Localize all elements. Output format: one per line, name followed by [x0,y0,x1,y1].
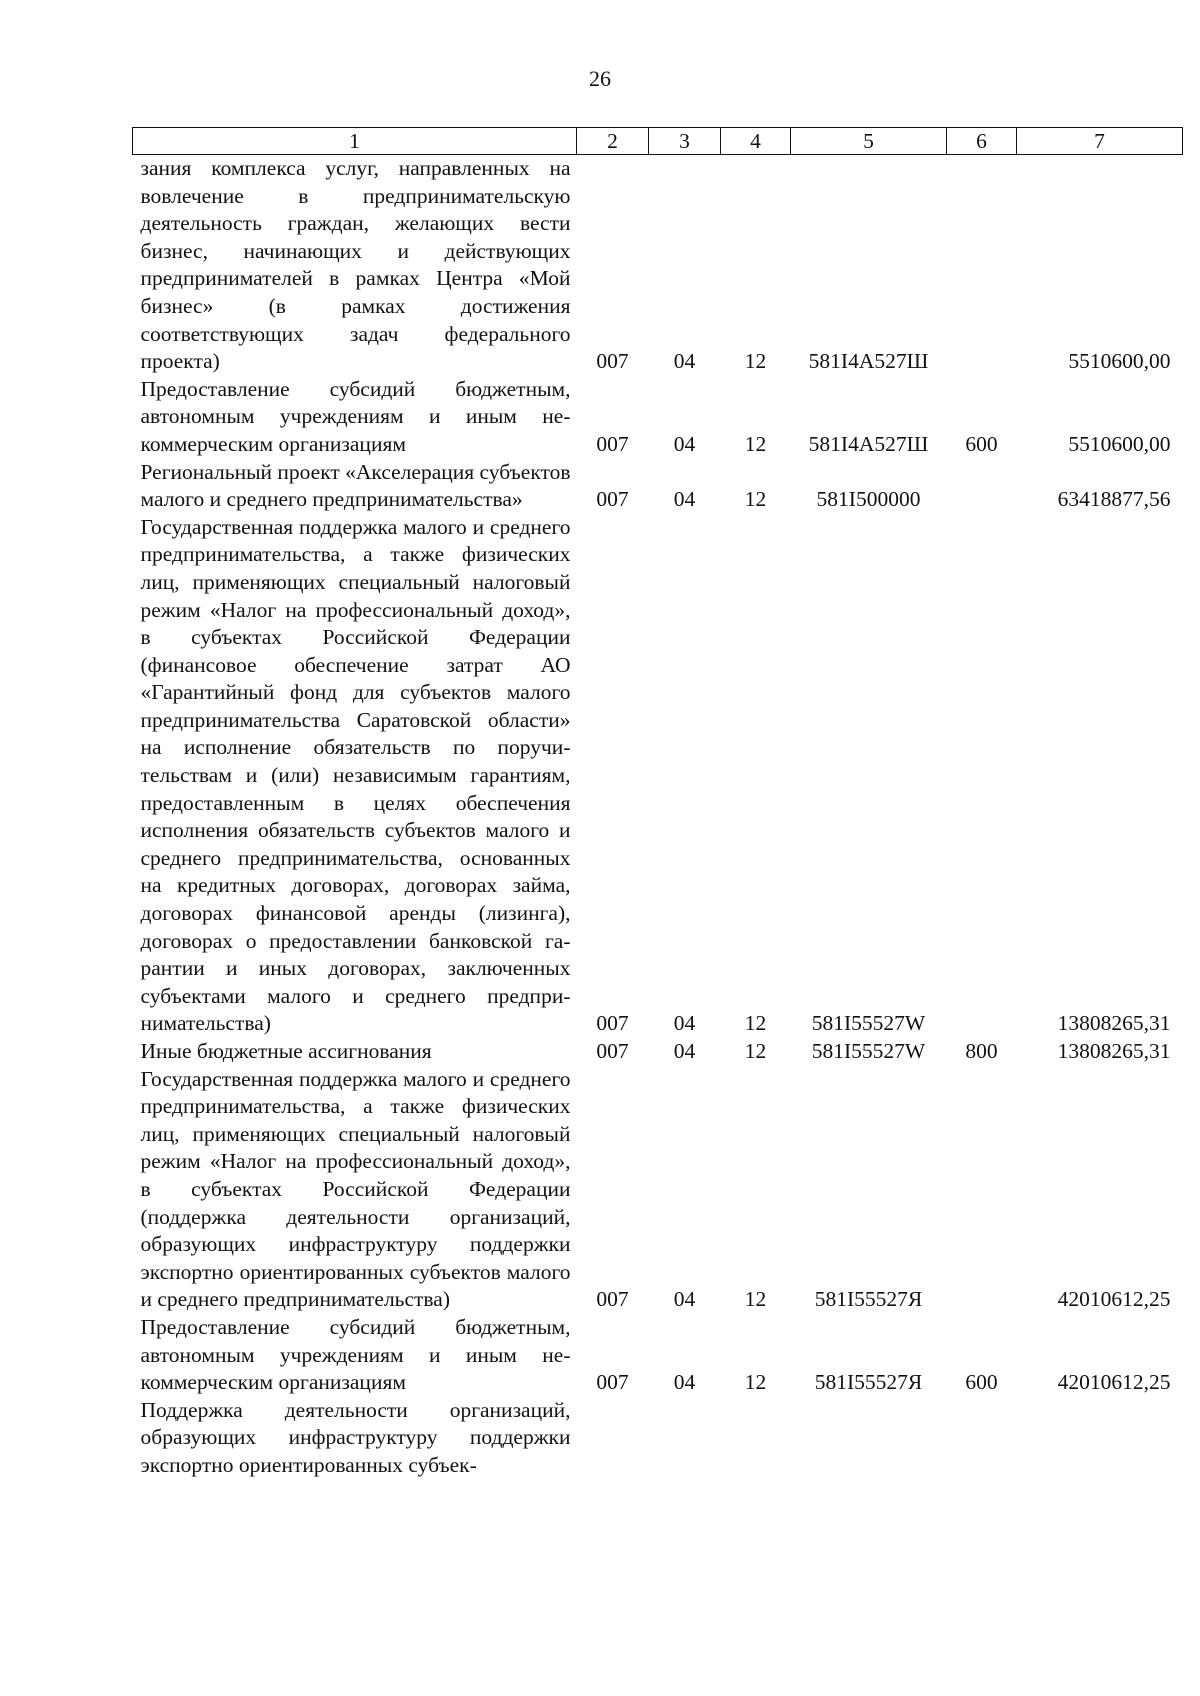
row-description: Государственная поддержка малого и среднего предпринимательства, а также физических лиц, применяющих специальный налоговый режим «Налог на профессиональный доход», в субъектах Российской Федерации (финансовое обеспечение затрат АО «Гарантийный фонд для субъектов малого предпринимательства Саратовской области» на исполнение обязательств по поручительствам и (или) независимым гарантиям, предоставленным в целях обеспечения исполнения обязательств субъектов малого и среднего предпринимательства, основанных на кредитных договорах, договорах займа, договорах финансовой аренды (лизинга), договорах о предоставлении банковской гарантии и иных договорах, заключенных субъектами малого и среднего предпринимательства) [140,514,571,1036]
row-target-article [791,1397,947,1480]
row-subsection-code: 12 [744,1011,767,1036]
row-expense-type [947,459,1017,514]
row-section-code: 04 [673,349,696,374]
row-subsection-code: 12 [744,1039,767,1063]
row-expense-type [947,1066,1017,1314]
table-body [133,155,1183,1480]
row-description: Поддержка деятельности организаций, образующих инфраструктуру поддержки экспортно ориентированных субъек- [140,1397,571,1477]
row-amount: 5510600,00 [1068,349,1171,374]
row-expense-type: 800 [965,1039,998,1063]
row-department-code: 007 [596,1039,629,1063]
header-col-6: 6 [947,128,1017,155]
row-amount: 42010612,25 [1057,1370,1171,1395]
row-description: Иные бюджетные ассигнования [140,1039,432,1063]
row-department-code: 007 [596,487,629,512]
row-description: Государственная поддержка малого и среднего предпринимательства, а также физических лиц, применяющих специальный налоговый режим «Налог на профессиональный доход», в субъектах Российской Федерации (поддержка деятельности организаций, образующих инфраструктуру поддержки экспортно ориентированных субъектов малого и среднего предпринимательства) [140,1066,571,1312]
header-row [133,128,1183,155]
row-section-code: 04 [673,1011,696,1036]
row-department-code: 007 [596,1287,629,1312]
row-description: Предоставление субсидий бюджетным, автономным учреждениям и иным некоммерческим организациям [140,1314,571,1395]
row-department-code: 007 [596,349,629,374]
table-header [133,128,1183,155]
row-target-article: 581I55527Я [814,1287,923,1312]
row-subsection-code: 12 [744,1287,767,1312]
row-target-article: 581I4A527Ш [808,431,929,456]
row-amount: 13808265,31 [1057,1011,1171,1036]
row-section-code [649,1397,721,1480]
row-subsection-code [721,1397,791,1480]
table-row [133,459,1183,514]
row-department-code: 007 [596,1011,629,1036]
row-subsection-code: 12 [744,1370,767,1395]
row-target-article: 581I500000 [816,487,921,512]
row-target-article: 581I4A527Ш [808,349,929,374]
page-number: 26 [589,66,611,91]
table-row [133,1314,1183,1397]
row-description: Предоставление субсидий бюджетным, автономным учреждениям и иным некоммерческим организациям [140,376,571,456]
row-expense-type: 600 [965,431,998,456]
table-row [133,514,1183,1038]
row-amount: 63418877,56 [1057,487,1171,512]
row-target-article: 581I55527W [811,1039,926,1063]
row-department-code [577,1397,649,1480]
budget-table [132,127,1183,1480]
table-row [133,1038,1183,1066]
row-department-code: 007 [596,431,629,456]
row-expense-type [947,514,1017,1038]
row-target-article: 581I55527W [811,1011,926,1036]
row-section-code: 04 [673,1370,696,1395]
row-amount [1017,1397,1183,1480]
row-description: Региональный проект «Акселерация субъектов малого и среднего предпринимательства» [140,459,571,512]
table-row [133,376,1183,459]
row-department-code: 007 [596,1370,629,1395]
header-col-1: 1 [133,128,577,155]
row-amount: 42010612,25 [1057,1287,1171,1312]
row-description: зания комплекса услуг, направленных на вовлечение в предпринимательскую деятельность граждан, желающих вести бизнес, начинающих и действующих предпринимателей в рамках Центра «Мой бизнес» (в рамках достижения соответствующих задач федерального проекта) [140,156,571,374]
row-section-code: 04 [673,1287,696,1312]
header-col-7: 7 [1017,128,1183,155]
row-section-code: 04 [673,431,696,456]
table-row [133,1066,1183,1314]
header-col-4: 4 [721,128,791,155]
header-col-2: 2 [577,128,649,155]
row-expense-type [947,155,1017,376]
row-target-article: 581I55527Я [814,1370,923,1395]
header-col-3: 3 [649,128,721,155]
row-amount: 5510600,00 [1068,431,1171,456]
row-expense-type [947,1397,1017,1480]
row-section-code: 04 [673,487,696,512]
table-row [133,155,1183,376]
table-row [133,1397,1183,1480]
row-subsection-code: 12 [744,349,767,374]
row-amount: 13808265,31 [1057,1039,1171,1063]
row-expense-type: 600 [965,1370,998,1395]
row-subsection-code: 12 [744,431,767,456]
row-subsection-code: 12 [744,487,767,512]
header-col-5: 5 [791,128,947,155]
row-section-code: 04 [673,1039,696,1063]
